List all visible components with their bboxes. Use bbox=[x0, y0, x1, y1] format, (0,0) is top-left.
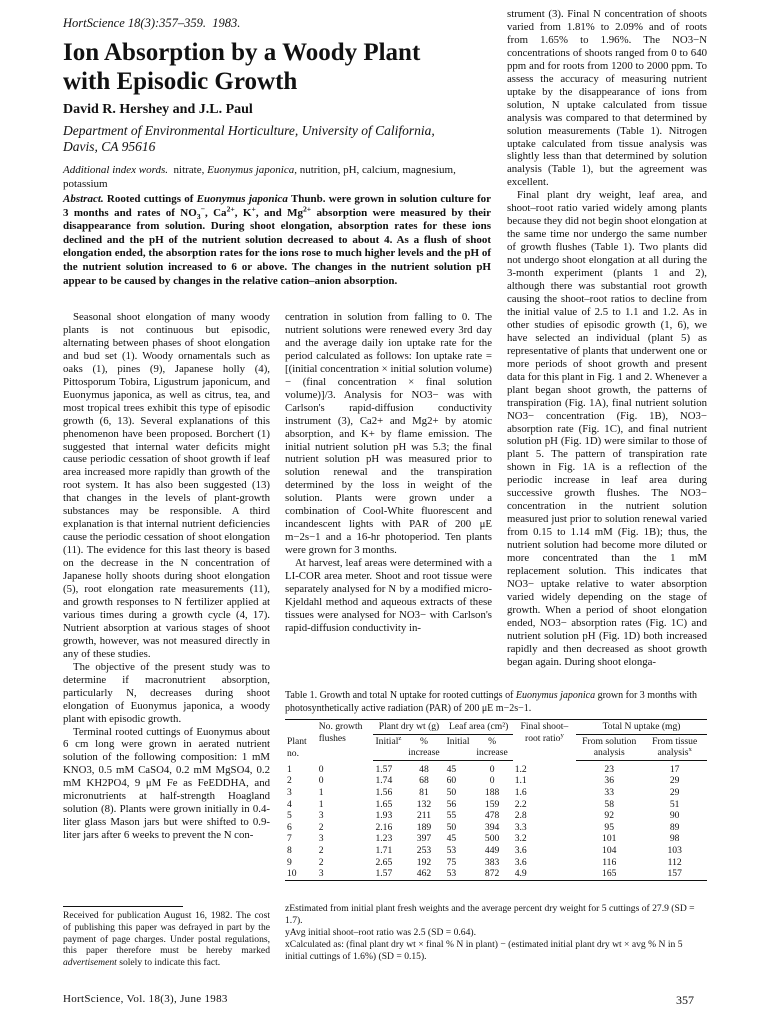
table-row bbox=[285, 833, 707, 845]
table-cell: 188 bbox=[484, 786, 500, 798]
table-cell: 98 bbox=[669, 833, 680, 845]
table-cell: 45 bbox=[446, 833, 457, 845]
table-cell: 6 bbox=[287, 821, 292, 833]
table-cell: 159 bbox=[484, 798, 500, 810]
table-row bbox=[285, 787, 707, 799]
table-cell: 1.65 bbox=[375, 798, 393, 810]
col-header-leaf-pct: % increase bbox=[472, 734, 513, 760]
table-cell: 50 bbox=[446, 786, 457, 798]
table-cell: 36 bbox=[604, 775, 615, 787]
abstract-text: Rooted cuttings of bbox=[106, 193, 197, 205]
affiliation-line-1: Department of Environmental Horticulture, University of California, bbox=[63, 123, 435, 138]
body-column-3 bbox=[507, 8, 707, 669]
col-header-drywt: Plant dry wt (g) bbox=[373, 720, 444, 735]
abstract-species: Euonymus japonica bbox=[196, 193, 288, 205]
paragraph: strument (3). Final N concentration of shoots varied from 1.81% to 2.09% and of roots from 1.65% to 1.96%. The NO3−N concentrations of shoots ranged from 0 to 640 ppm and for roots from 1200 to 2000 ppm. To assess the accuracy of measuring nutrient uptake by the disappearance of ions from solution, N uptake calculated from tissue analysis was compared to that determined by solution measurements (Table 1). Nitrogen uptake calculated from tissue analysis was slightly less than that determined by solution analysis (Table 1), but the agreement was excellent. bbox=[507, 8, 707, 189]
table-cell: 0 bbox=[318, 775, 324, 787]
caption-text-2: grown for 3 months with photosynthetically active radiation (PAR) of 200 μE m−2s−1. bbox=[285, 690, 698, 714]
paragraph: At harvest, leaf areas were determined with a LI-COR area meter. Shoot and root tissue were separately analysed for N by a modified micro-Kjeldahl method and aqueous extracts of these tissues were analysed for NO3− with Carlson's rapid-diffusion conductivity in- bbox=[285, 557, 492, 634]
index-words-text-2: , nutrition, pH, calcium, magnesium, potassium bbox=[63, 164, 456, 190]
table-cell: 89 bbox=[669, 821, 680, 833]
table-cell: 50 bbox=[446, 821, 457, 833]
title-line-2: with Episodic Growth bbox=[63, 68, 298, 95]
table-cell: 2 bbox=[287, 775, 292, 787]
table-cell: 1 bbox=[318, 786, 324, 798]
col-header-ratio bbox=[513, 720, 576, 761]
table-cell: 189 bbox=[416, 821, 432, 833]
ratio-label: Final shoot–root ratio bbox=[520, 721, 569, 744]
table-cell: 192 bbox=[416, 856, 432, 868]
table-cell: 2.16 bbox=[375, 821, 393, 833]
paragraph: centration in solution from falling to 0. The nutrient solutions were renewed every 3rd day and the average daily ion uptake rate for the period calculated as follows: Ion uptake rate = [(initial concentration × initial solution volume) − (final concentration × final solution volume)]/3. Analysis for NO3− was with Carlson's rapid-diffusion conductivity instrument (3), Ca2+ and Mg2+ by atomic absorption, and K+ by flame emission. The initial nutrient solution pH was 5.3; the final nutrient solution pH was measured prior to solution renewal and the transpiration determined by the loss in weight of the solution. Plants were grown under a combination of Cool-White fluorescent and incandescent lights with PAR of 200 μE m−2s−1 and a 16-hr photoperiod. Ten plants were grown for 3 months. bbox=[285, 311, 492, 557]
table-caption bbox=[285, 690, 707, 715]
col-header-flushes: No. growth flushes bbox=[317, 720, 374, 761]
table-cell: 478 bbox=[484, 810, 500, 822]
table-cell: 211 bbox=[416, 810, 431, 822]
table-cell: 1.23 bbox=[375, 833, 393, 845]
table-cell: 58 bbox=[604, 798, 615, 810]
table-cell: 3 bbox=[317, 868, 374, 880]
table-cell: 5 bbox=[287, 810, 292, 822]
table-cell: 53 bbox=[445, 868, 472, 880]
caption-text: Table 1. Growth and total N uptake for rooted cuttings of bbox=[285, 690, 516, 701]
table-cell: 132 bbox=[416, 798, 432, 810]
table-cell: 1.6 bbox=[514, 786, 527, 798]
table-cell: 397 bbox=[416, 833, 432, 845]
table-notes bbox=[285, 903, 707, 963]
table-cell: 17 bbox=[669, 763, 680, 775]
table-cell: 75 bbox=[446, 856, 457, 868]
table-body bbox=[285, 760, 707, 880]
index-words-text: nitrate, bbox=[173, 164, 208, 176]
table-cell: 872 bbox=[472, 868, 513, 880]
abstract-text-4: , K bbox=[234, 206, 252, 219]
table-row bbox=[285, 775, 707, 787]
table-row bbox=[285, 799, 707, 811]
table-row bbox=[285, 857, 707, 869]
table-cell: 0 bbox=[489, 763, 495, 775]
table-cell: 3 bbox=[318, 810, 324, 822]
table-cell: 462 bbox=[403, 868, 444, 880]
table-cell: 383 bbox=[484, 856, 500, 868]
table-row bbox=[285, 760, 707, 775]
col-header-leaf: Leaf area (cm²) bbox=[445, 720, 513, 735]
table-cell: 116 bbox=[602, 856, 617, 868]
table-cell: 3.2 bbox=[514, 833, 527, 845]
table-cell: 92 bbox=[604, 810, 615, 822]
table-cell: 29 bbox=[669, 786, 680, 798]
paragraph: Terminal rooted cuttings of Euonymus about 6 cm long were grown in aerated nutrient solution of the following composition: 1 mM KNO3, 0.5 mM CaSO4, 0.2 mM MgSO4, 0.2 mM KH2PO4, 9 μM Fe as FeEDDHA, and micronutrients at half-strength Hoagland solution (8). Plants were grown initially in 0.4-liter glass Mason jars but were shifted to 0.9-liter jars after 6 weeks to prevent the N con- bbox=[63, 725, 270, 842]
table-cell: 60 bbox=[446, 775, 457, 787]
affiliation bbox=[63, 123, 483, 155]
table-cell: 1.93 bbox=[375, 810, 393, 822]
table-cell: 103 bbox=[667, 844, 682, 856]
footnote-mark: y bbox=[560, 731, 564, 739]
table-cell: 53 bbox=[446, 844, 457, 856]
table-cell: 4 bbox=[287, 798, 292, 810]
table-row bbox=[285, 868, 707, 880]
table-row bbox=[285, 822, 707, 834]
table-row bbox=[285, 845, 707, 857]
paragraph: Seasonal shoot elongation of many woody plants is not continuous but episodic, alternating between phases of shoot elongation and bud set (1). Woody ornamentals such as oaks (1), pines (9), Japanese holly (4), Pittosporum Tobira, Ligustrum japonicum, and Euonymus japonica, as well as citrus, tea, and most tropical trees exhibit this type of episodic growth (6, 13). Several explanations of this phenomenon have been proposed. Borchert (1) suggested that internal water deficits might cause periodic cessation of shoot growth if leaf area increased more rapidly than growth of the root system. It has also been suggested (13) that changes in the levels of plant-growth substances may be responsible. A third explanation is that internal nutrient deficiencies cause the periodic cessation of shoot elongation (11). The evidence for this last theory is based on the decrease in the N concentration of Japanese holly shoots during shoot elongation (5), root elongation rate measurements (11), and growth responses to N fertilizer applied at various times during a growth cycle (4, 17). Nutrient absorption at various stages of shoot growth, however, was not measured directly in any of these studies. bbox=[63, 311, 270, 660]
table-cell: 165 bbox=[576, 868, 642, 880]
table-cell: 9 bbox=[287, 856, 292, 868]
abstract-text-3: , Ca bbox=[205, 206, 227, 219]
table-cell: 112 bbox=[667, 856, 682, 868]
table-cell: 3.6 bbox=[514, 856, 527, 868]
table-cell: 253 bbox=[416, 844, 432, 856]
table-cell: 1.56 bbox=[375, 786, 393, 798]
abstract-text-2: Thunb. were grown in solution culture for 3 months and rates of NO bbox=[63, 193, 491, 219]
col-header-leaf-initial: Initial bbox=[445, 734, 472, 760]
table-note-x: xCalculated as: (final plant dry wt × final % N in plant) − (estimated initial plant dry wt × avg % N in 5 initial cuttings of 1.6%) (SD = 0.15). bbox=[285, 939, 683, 962]
caption-species: Euonymus japonica bbox=[515, 690, 596, 701]
initial-label: Initial bbox=[375, 735, 399, 747]
table-cell: 1.57 bbox=[373, 868, 403, 880]
table-cell: 90 bbox=[669, 810, 680, 822]
table-cell: 23 bbox=[604, 763, 615, 775]
table-cell: 55 bbox=[446, 810, 457, 822]
publication-year: 1983. bbox=[212, 16, 241, 30]
table-cell: 1.1 bbox=[514, 775, 527, 787]
body-column-2 bbox=[285, 311, 492, 635]
table-row bbox=[285, 810, 707, 822]
table-cell: 8 bbox=[287, 844, 292, 856]
article-title bbox=[63, 38, 483, 96]
abstract-text-6: absorption were measured by their disappearance from solution. During shoot elongation, absorption rates for these ions declined and the pH of the nutrient solution decreased to about 4. As a flush of shoot elongation ended, the absorption rates for the ions rose to much higher levels and the pH of the nutrient solution increased to 6 or above. The changes in the nutrient solution pH appear to be caused by changes in the relative cation–anion absorption. bbox=[63, 206, 491, 287]
footnote-text-2: solely to indicate this fact. bbox=[116, 957, 221, 969]
footnote-text: Received for publication August 16, 1982. The cost of publishing this paper was defrayed in part by the payment of page charges. Under postal regulations, this paper therefore must be hereby marked bbox=[63, 910, 270, 957]
table-cell: 101 bbox=[602, 833, 617, 845]
table-cell: 56 bbox=[446, 798, 457, 810]
table-cell: 157 bbox=[642, 868, 707, 880]
footnote-mark: z bbox=[398, 734, 402, 742]
col-header-plant: Plant no. bbox=[285, 720, 317, 761]
col-header-solution: From solution analysis bbox=[576, 734, 642, 760]
journal-citation bbox=[63, 16, 240, 31]
index-words-species: Euonymus japonica bbox=[207, 164, 295, 176]
table-cell: 1.57 bbox=[375, 763, 393, 775]
table-cell: 3 bbox=[287, 786, 292, 798]
col-header-pct: % increase bbox=[403, 734, 444, 760]
table-cell: 51 bbox=[669, 798, 680, 810]
growth-table bbox=[285, 719, 707, 881]
table-note-z: zEstimated from initial plant fresh weights and the average percent dry weight for 5 cuttings of 27.9 (SD = 1.7). bbox=[285, 903, 695, 926]
table-cell: 2 bbox=[318, 821, 324, 833]
table-cell: 10 bbox=[285, 868, 317, 880]
table-cell: 2.65 bbox=[375, 856, 393, 868]
table-note-y: yAvg initial shoot–root ratio was 2.5 (SD = 0.64). bbox=[285, 927, 476, 938]
footnote-mark: x bbox=[688, 746, 692, 753]
table-cell: 3 bbox=[318, 833, 324, 845]
table-cell: 45 bbox=[446, 763, 457, 775]
index-words bbox=[63, 164, 491, 191]
table-cell: 1 bbox=[287, 763, 292, 775]
table-cell: 2 bbox=[318, 844, 324, 856]
table-cell: 104 bbox=[602, 844, 617, 856]
abstract: Abstract. Rooted cuttings of Euonymus japonica Thunb. were grown in solution culture for 3 months and rates of $NO_3^-$, $Ca^{2+}$, K+, and $Mg^{2+}$ absorption were measured by their disappearance from solution. During shoot elongation, absorption rates for these ions declined and the pH of the nutrient solution decreased to about 4. As a flush of shoot elongation ended, the absorption rates for the ions rose to much higher levels and the pH of the nutrient solution increased to 6 or above. The changes in the nutrient solution pH appear to be caused by changes in the relative cation–anion absorption. bbox=[63, 193, 491, 287]
table-cell: 81 bbox=[419, 786, 429, 798]
tissue-label: From tissue analysis bbox=[652, 735, 698, 759]
table-cell: 449 bbox=[484, 844, 500, 856]
affiliation-line-2: Davis, CA 95616 bbox=[63, 139, 156, 154]
footnote-emphasis: advertisement bbox=[63, 957, 117, 969]
table-cell: 2 bbox=[318, 856, 324, 868]
table-cell: 68 bbox=[419, 775, 429, 787]
volume-pages: 18(3):357–359. bbox=[127, 16, 207, 30]
abstract-label: Abstract. bbox=[63, 193, 104, 205]
table-cell: 33 bbox=[604, 786, 615, 798]
page-number: 357 bbox=[676, 993, 694, 1007]
table-cell: 0 bbox=[489, 775, 495, 787]
table-cell: 2.8 bbox=[514, 810, 527, 822]
abstract-text-5: , and Mg bbox=[255, 206, 303, 219]
index-words-label: Additional index words. bbox=[63, 164, 169, 176]
table-cell: 1.2 bbox=[514, 763, 527, 775]
footnote-divider bbox=[63, 906, 183, 907]
table-cell: 3.3 bbox=[514, 821, 527, 833]
table-cell: 0 bbox=[318, 763, 324, 775]
received-footnote bbox=[63, 910, 270, 969]
table-cell: 4.9 bbox=[513, 868, 576, 880]
table-1 bbox=[285, 719, 707, 881]
paragraph: The objective of the present study was to determine if macronutrient absorption, particularly N, decreases during shoot elongation of Euonymus japonica, a woody plant with episodic growth. bbox=[63, 660, 270, 725]
authors: David R. Hershey and J.L. Paul bbox=[63, 102, 253, 117]
paragraph: Final plant dry weight, leaf area, and shoot–root ratio varied widely among plants because they did not begin shoot elongation at the same time nor undergo the same number of growth flushes (Table 1). Two plants did not undergo shoot elongation at all during the 3-month experiment (plants 1 and 2), although there was substantial root growth causing the shoot–root ratios to decline from the initial value of 2.5 to 1.1 and 1.2. As in other studies of episodic growth (1, 6), we have selected an individual (plant 5) as representative of plants that underwent one or more periods of shoot growth and present data for this plant in Fig. 1 and 2. Whenever a plant began shoot growth, the patterns of transpiration (Fig. 1A), final nutrient solution NO3− concentration (Fig. 1B), NO3− absorption rate (Fig. 1C), and final nutrient solution pH (Fig. 1D) were similar to those of plant 5. The pattern of transpiration rate shown in Fig. 1A is a reflection of the periodic increase in leaf area during successive growth flushes. The NO3− concentration in the nutrient solution measured just prior to solution renewal varied from 0.15 to 1.14 mM (Fig. 1B); thus, the nutrient solution had become more diluted or more concentrated than the 1 mM replacement solution. This indicates that NO3− uptake relative to water absorption varied widely depending on the stage of growth. When a period of shoot elongation ended, NO3− absorption rates (Fig. 1C) and nutrient solution pH (Fig. 1D) both increased rapidly and then decreased as shoot growth began again. During shoot elonga- bbox=[507, 189, 707, 668]
table-cell: 1 bbox=[318, 798, 324, 810]
table-cell: 2.2 bbox=[514, 798, 527, 810]
table-cell: 7 bbox=[287, 833, 292, 845]
table-cell: 1.71 bbox=[375, 844, 393, 856]
running-footer: HortScience, Vol. 18(3), June 1983 bbox=[63, 993, 228, 1005]
table-cell: 95 bbox=[604, 821, 615, 833]
title-line-1: Ion Absorption by a Woody Plant bbox=[63, 39, 421, 66]
col-header-tissue bbox=[642, 734, 707, 760]
table-cell: 500 bbox=[484, 833, 500, 845]
col-header-nuptake: Total N uptake (mg) bbox=[576, 720, 707, 735]
col-header-initial bbox=[373, 734, 403, 760]
table-cell: 48 bbox=[419, 763, 429, 775]
table-cell: 29 bbox=[669, 775, 680, 787]
table-cell: 394 bbox=[484, 821, 500, 833]
journal-name: HortScience bbox=[63, 16, 125, 30]
table-cell: 3.6 bbox=[514, 844, 527, 856]
table-cell: 1.74 bbox=[375, 775, 393, 787]
body-column-1 bbox=[63, 311, 270, 842]
